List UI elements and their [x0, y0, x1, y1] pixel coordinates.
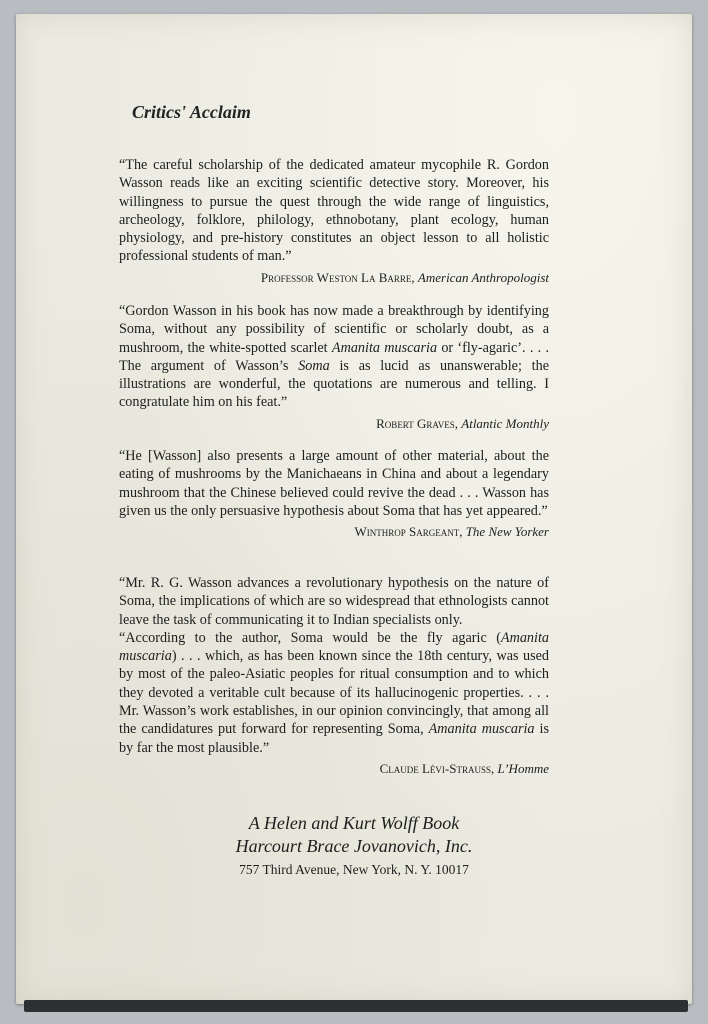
review-quote-text: “The careful scholarship of the dedicated amateur mycophile R. Gordon Wasson reads like an exciting scientific detective story. Moreover, his willingness to pursue the quest through the wide range of linguistics, archeology, folklore, philology, ethnobotany, plant ecology, human physiology, and pre-history constitutes an object lesson to all holistic professional students of man.”	[119, 157, 549, 265]
publisher-name: Harcourt Brace Jovanovich, Inc.	[235, 836, 473, 856]
review-author: Robert Graves	[376, 415, 455, 431]
review-source: Atlantic Monthly	[461, 415, 549, 431]
review-author: Winthrop Sargeant	[354, 524, 460, 540]
review-quote-levi-strauss	[119, 574, 549, 778]
review-attribution: Professor Weston La Barre, American Anthropologist	[260, 269, 549, 285]
review-attribution: Winthrop Sargeant, The New Yorker	[354, 524, 549, 540]
review-quote-graves	[119, 302, 549, 433]
review-attribution: Claude Lévi-Strauss, L’Homme	[379, 760, 549, 776]
review-attribution: Robert Graves, Atlantic Monthly	[376, 415, 549, 431]
review-quote-text: “He [Wasson] also presents a large amount of other material, about the eating of mushrooms by the Manichaeans in China and about a legendary mushroom that the Chinese believed could revive the dead . . . Wasson has given us the only persuasive hypothesis about Soma that has yet appeared.”	[119, 448, 549, 519]
publisher-imprint: A Helen and Kurt Wolff Book	[248, 813, 460, 833]
review-quote-la-barre	[119, 156, 549, 287]
review-quote-sargeant	[119, 447, 549, 541]
book-edge-shadow	[24, 1000, 688, 1012]
publisher-block	[119, 812, 589, 878]
review-author: Claude Lévi-Strauss	[379, 760, 491, 776]
critics-acclaim-heading: Critics' Acclaim	[132, 102, 251, 122]
review-quote-text: “According to the author, Soma would be the fly agaric (Amanita muscaria) . . . which, as has been known since the 18th century, was used by most of the paleo-Asiatic peoples for ritual consumption and to which they devoted a veritable cult because of its hallucinogenic properties. . . . Mr. Wasson’s work establishes, in our opinion convincingly, that among all the candidatures put forward for representing Soma, Amanita muscaria is by far the most plausible.”	[119, 629, 549, 756]
review-source: L’Homme	[497, 760, 549, 776]
review-source: The New Yorker	[465, 524, 549, 540]
publisher-address: 757 Third Avenue, New York, N. Y. 10017	[239, 862, 469, 877]
review-author: Professor Weston La Barre	[260, 269, 412, 285]
review-source: American Anthropologist	[417, 269, 549, 285]
review-quote-text: “Mr. R. G. Wasson advances a revolutionary hypothesis on the nature of Soma, the implications of which are so widespread that ethnologists cannot leave the task of communicating it to Indian specialists only.	[119, 575, 549, 628]
review-quote-text: “Gordon Wasson in his book has now made a breakthrough by identifying Soma, without any possibility of scientific or scholarly doubt, as a mushroom, the white-spotted scarlet Amanita muscaria or ‘fly-agaric’. . . . The argument of Wasson’s Soma is as lucid as unanswerable; the illustrations are wonderful, the quotations are numerous and telling. I congratulate him on his feat.”	[119, 303, 549, 411]
